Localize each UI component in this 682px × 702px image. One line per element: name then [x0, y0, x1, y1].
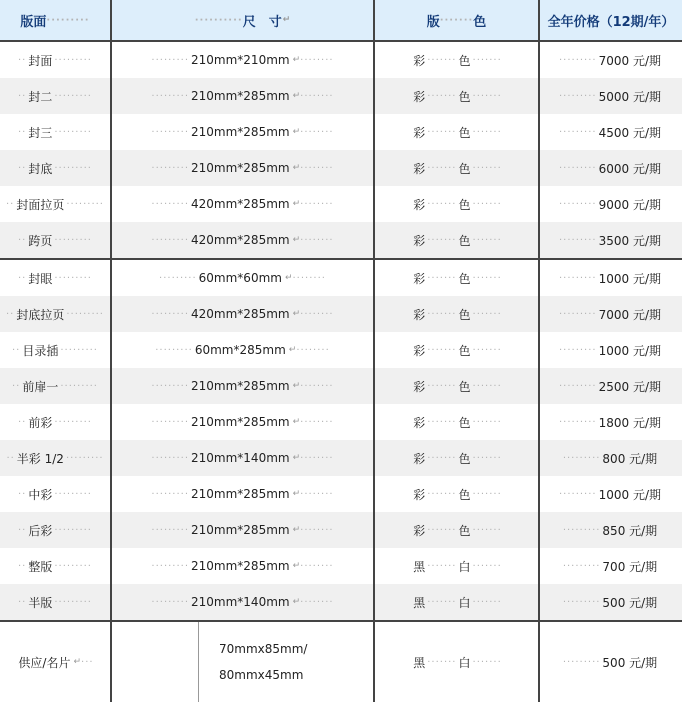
table-row — [0, 150, 682, 186]
table-row — [0, 584, 682, 621]
layout-cell: ·· 封二 ········· — [0, 78, 111, 114]
color-cell: 黑 ······· 白 ······· — [374, 621, 539, 702]
layout-cell: ·· 整版 ········· — [0, 548, 111, 584]
size-value: 210mm*210mm — [191, 53, 290, 67]
layout-name: 封面 — [28, 53, 53, 68]
size-cell: ········· 210mm*285mm ↵ ········ — [111, 114, 374, 150]
layout-name: 前彩 — [28, 415, 53, 430]
color-cell: 彩 ······· 色 ······· — [374, 114, 539, 150]
size-value: 60mm*285mm — [194, 343, 286, 357]
price-value: 700 元/期 — [602, 559, 658, 574]
layout-name: 整版 — [28, 559, 53, 574]
color-b: 色 — [458, 197, 471, 212]
layout-name: 封底 — [28, 161, 53, 176]
layout-name: 目录插 — [22, 343, 59, 358]
price-value: 6000 元/期 — [598, 161, 661, 176]
price-cell: ········· 850 元/期 — [539, 512, 682, 548]
size-cell: ········· 420mm*285mm ↵ ········ — [111, 186, 374, 222]
color-b: 色 — [458, 233, 471, 248]
price-value: 500 元/期 — [602, 595, 658, 610]
price-cell: ········· 1000 元/期 — [539, 476, 682, 512]
table-row — [0, 78, 682, 114]
size-value: 210mm*285mm — [191, 559, 290, 573]
color-b: 色 — [458, 161, 471, 176]
size-cell: ········· 210mm*285mm ↵ ········ — [111, 476, 374, 512]
size-value: 210mm*285mm — [191, 89, 290, 103]
color-b: 色 — [458, 487, 471, 502]
size-value: 210mm*140mm — [191, 595, 290, 609]
price-value: 5000 元/期 — [598, 89, 661, 104]
price-cell: ········· 7000 元/期 — [539, 41, 682, 78]
color-cell: 彩 ······· 色 ······· — [374, 296, 539, 332]
price-cell: ········· 1000 元/期 — [539, 332, 682, 368]
color-a: 彩 — [413, 125, 426, 140]
layout-name: 封面拉页 — [16, 197, 65, 212]
size-cell: ········· 420mm*285mm ↵ ········ — [111, 222, 374, 259]
size-cell: ········· 210mm*285mm ↵ ········ — [111, 368, 374, 404]
header-layout: 版面 ········· — [0, 0, 111, 41]
size-value: 420mm*285mm — [191, 197, 290, 211]
header-price: 全年价格（12期/年） — [539, 0, 682, 41]
price-cell: ········· 6000 元/期 — [539, 150, 682, 186]
table-row — [0, 114, 682, 150]
color-cell: 彩 ······· 色 ······· — [374, 332, 539, 368]
size-cell: ········· 60mm*285mm ↵ ········ — [111, 332, 374, 368]
color-b: 色 — [458, 379, 471, 394]
color-b: 色 — [458, 307, 471, 322]
price-cell: ········· 500 元/期 — [539, 584, 682, 621]
layout-name: 半版 — [28, 595, 53, 610]
size-cell: ········· 210mm*285mm ↵ ········ — [111, 78, 374, 114]
size-cell: ········· 210mm*140mm ↵ ········ — [111, 584, 374, 621]
layout-cell: ·· 封底拉页 ········· — [0, 296, 111, 332]
color-a: 彩 — [413, 523, 426, 538]
table-row — [0, 368, 682, 404]
size-cell: ········· 210mm*285mm ↵ ········ — [111, 512, 374, 548]
size-value: 60mm*60mm — [198, 271, 282, 285]
price-value: 1000 元/期 — [598, 343, 661, 358]
price-cell: ········· 4500 元/期 — [539, 114, 682, 150]
color-a: 彩 — [413, 271, 426, 286]
size-value: 210mm*285mm — [191, 161, 290, 175]
table-row — [0, 296, 682, 332]
size-value-2: 80mmx45mm — [219, 668, 304, 682]
color-a: 黑 — [413, 595, 426, 610]
price-value: 850 元/期 — [602, 523, 658, 538]
price-cell: ········· 5000 元/期 — [539, 78, 682, 114]
layout-name: 跨页 — [28, 233, 53, 248]
layout-name: 半彩 1/2 — [16, 451, 64, 466]
size-cell: ········· 210mm*140mm ↵ ········ — [111, 440, 374, 476]
price-cell: ········· 7000 元/期 — [539, 296, 682, 332]
color-b: 色 — [458, 125, 471, 140]
price-value: 800 元/期 — [602, 451, 658, 466]
color-cell: 彩 ······· 色 ······· — [374, 404, 539, 440]
size-value: 210mm*285mm — [191, 487, 290, 501]
table-row — [0, 512, 682, 548]
table-row — [0, 259, 682, 296]
color-a: 彩 — [413, 197, 426, 212]
color-a: 彩 — [413, 415, 426, 430]
layout-cell: ·· 半版 ········· — [0, 584, 111, 621]
color-b: 白 — [458, 559, 471, 574]
price-cell: ········· 500 元/期 — [539, 621, 682, 702]
price-value: 1000 元/期 — [598, 271, 661, 286]
color-cell: 彩 ······· 色 ······· — [374, 78, 539, 114]
layout-cell: ·· 跨页 ········· — [0, 222, 111, 259]
color-a: 彩 — [413, 53, 426, 68]
color-b: 色 — [458, 343, 471, 358]
color-cell: 彩 ······· 色 ······· — [374, 41, 539, 78]
color-cell: 彩 ······· 色 ······· — [374, 259, 539, 296]
color-cell: 彩 ······· 色 ······· — [374, 476, 539, 512]
layout-name: 后彩 — [28, 523, 53, 538]
color-cell: 彩 ······· 色 ······· — [374, 368, 539, 404]
color-a: 彩 — [413, 487, 426, 502]
color-cell: 彩 ······· 色 ······· — [374, 186, 539, 222]
color-a: 彩 — [413, 307, 426, 322]
color-cell: 彩 ······· 色 ······· — [374, 512, 539, 548]
price-value: 500 元/期 — [602, 655, 658, 670]
table-row — [0, 222, 682, 259]
layout-cell: ·· 后彩 ········· — [0, 512, 111, 548]
layout-cell: ·· 封面拉页 ········· — [0, 186, 111, 222]
price-value: 1000 元/期 — [598, 487, 661, 502]
color-b: 色 — [458, 271, 471, 286]
price-value: 7000 元/期 — [598, 307, 661, 322]
size-cell: ········· 60mm*60mm ↵ ········ — [111, 259, 374, 296]
price-cell: ········· 1800 元/期 — [539, 404, 682, 440]
table-row — [0, 548, 682, 584]
price-value: 2500 元/期 — [598, 379, 661, 394]
price-cell: ········· 3500 元/期 — [539, 222, 682, 259]
color-b: 色 — [458, 53, 471, 68]
table-row — [0, 440, 682, 476]
layout-cell: ·· 前彩 ········· — [0, 404, 111, 440]
size-value: 210mm*285mm — [191, 415, 290, 429]
color-a: 彩 — [413, 89, 426, 104]
color-b: 色 — [458, 451, 471, 466]
color-a: 黑 — [413, 655, 426, 670]
price-value: 1800 元/期 — [598, 415, 661, 430]
layout-name: 供应/名片 — [18, 655, 71, 670]
price-cell: ········· 2500 元/期 — [539, 368, 682, 404]
size-value: 420mm*285mm — [191, 233, 290, 247]
layout-cell: ·· 封底 ········· — [0, 150, 111, 186]
layout-cell: ·· 中彩 ········· — [0, 476, 111, 512]
table-row — [0, 621, 682, 702]
header-size: ·········· 尺 寸 ↵ — [111, 0, 374, 41]
layout-name: 封底拉页 — [16, 307, 65, 322]
color-b: 色 — [458, 523, 471, 538]
table-row — [0, 186, 682, 222]
size-cell: ········· 210mm*285mm ↵ ········ — [111, 404, 374, 440]
table-row — [0, 404, 682, 440]
color-b: 白 — [458, 655, 471, 670]
price-value: 3500 元/期 — [598, 233, 661, 248]
layout-name: 中彩 — [28, 487, 53, 502]
size-value: 210mm*285mm — [191, 125, 290, 139]
color-cell: 黑 ······· 白 ······· — [374, 584, 539, 621]
header-color: 版 ······· 色 — [374, 0, 539, 41]
price-cell: ········· 700 元/期 — [539, 548, 682, 584]
size-value: 210mm*285mm — [191, 523, 290, 537]
layout-cell: ·· 前扉一 ········· — [0, 368, 111, 404]
table-row — [0, 41, 682, 78]
size-cell: ········· 210mm*285mm ↵ ········ — [111, 150, 374, 186]
price-value: 7000 元/期 — [598, 53, 661, 68]
color-a: 黑 — [413, 559, 426, 574]
table-row — [0, 332, 682, 368]
color-cell: 彩 ······· 色 ······· — [374, 222, 539, 259]
price-cell: ········· 9000 元/期 — [539, 186, 682, 222]
layout-cell: ·· 封面 ········· — [0, 41, 111, 78]
color-b: 色 — [458, 89, 471, 104]
layout-name: 前扉一 — [22, 379, 59, 394]
color-cell: 彩 ······· 色 ······· — [374, 440, 539, 476]
layout-cell: ·· 目录插 ········· — [0, 332, 111, 368]
price-value: 9000 元/期 — [598, 197, 661, 212]
color-cell: 黑 ······· 白 ······· — [374, 548, 539, 584]
header-row — [0, 0, 682, 41]
size-value: 420mm*285mm — [191, 307, 290, 321]
color-a: 彩 — [413, 379, 426, 394]
size-cell: ········· 210mm*285mm ↵ ········ — [111, 548, 374, 584]
layout-cell: ·· 封三 ········· — [0, 114, 111, 150]
size-cell: ········· 420mm*285mm ↵ ········ — [111, 296, 374, 332]
price-value: 4500 元/期 — [598, 125, 661, 140]
price-cell: ········· 800 元/期 — [539, 440, 682, 476]
color-a: 彩 — [413, 161, 426, 176]
size-value-1: 70mmx85mm/ — [219, 642, 308, 656]
layout-cell: ·· 封眼 ········· — [0, 259, 111, 296]
layout-cell: ·· 半彩 1/2 ········· — [0, 440, 111, 476]
size-cell — [111, 621, 374, 702]
color-b: 白 — [458, 595, 471, 610]
layout-cell: 供应/名片 ↵ ··· — [0, 621, 111, 702]
layout-name: 封三 — [28, 125, 53, 140]
color-a: 彩 — [413, 233, 426, 248]
table-row — [0, 476, 682, 512]
size-cell: ········· 210mm*210mm ↵ ········ — [111, 41, 374, 78]
price-cell: ········· 1000 元/期 — [539, 259, 682, 296]
size-value: 210mm*285mm — [191, 379, 290, 393]
color-cell: 彩 ······· 色 ······· — [374, 150, 539, 186]
layout-name: 封眼 — [28, 271, 53, 286]
color-a: 彩 — [413, 451, 426, 466]
size-value: 210mm*140mm — [191, 451, 290, 465]
color-b: 色 — [458, 415, 471, 430]
color-a: 彩 — [413, 343, 426, 358]
layout-name: 封二 — [28, 89, 53, 104]
